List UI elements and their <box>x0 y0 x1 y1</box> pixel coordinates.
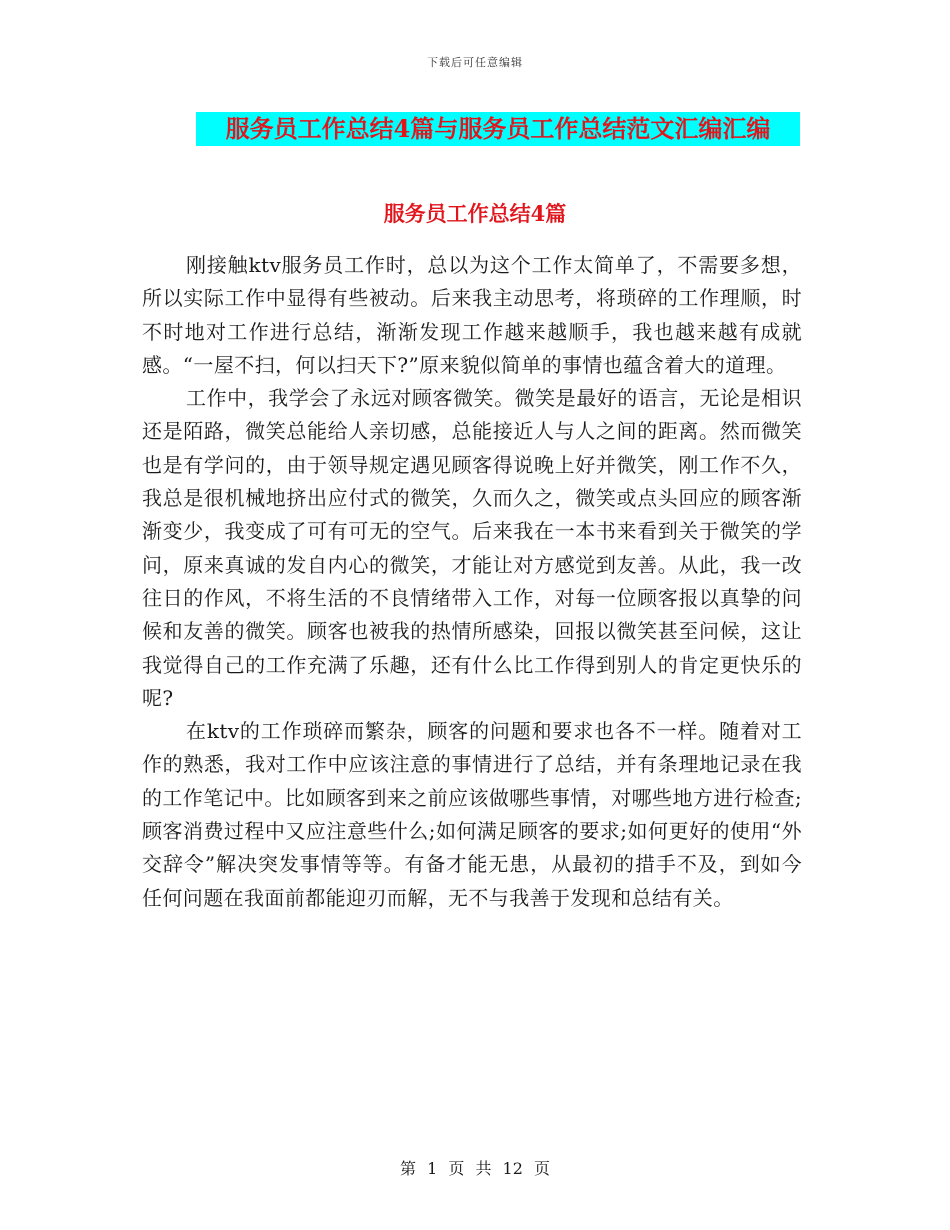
page-number-footer: 第 1 页 共 12 页 <box>400 1159 550 1178</box>
section-title: 服务员工作总结4篇 <box>383 201 567 226</box>
main-title: 服务员工作总结4篇与服务员工作总结范文汇编汇编 <box>225 114 771 143</box>
main-title-highlight <box>196 112 800 146</box>
paragraph: 工作中，我学会了永远对顾客微笑。微笑是最好的语言，无论是相识还是陌路，微笑总能给人亲切感，总能接近人与人之间的距离。然而微笑也是有学问的，由于领导规定遇见顾客得说晚上好并微笑，刚工作不久，我总是很机械地挤出应付式的微笑，久而久之，微笑或点头回应的顾客渐渐变少，我变成了可有可无的空气。后来我在一本书来看到关于微笑的学问，原来真诚的发自内心的微笑，才能让对方感觉到友善。从此，我一改往日的作风，不将生活的不良情绪带入工作，对每一位顾客报以真挚的问候和友善的微笑。顾客也被我的热情所感染，回报以微笑甚至问候，这让我觉得自己的工作充满了乐趣，还有什么比工作得到别人的肯定更快乐的呢? <box>142 386 802 710</box>
paragraph: 在ktv的工作琐碎而繁杂，顾客的问题和要求也各不一样。随着对工作的熟悉，我对工作中应该注意的事情进行了总结，并有条理地记录在我的工作笔记中。比如顾客到来之前应该做哪些事情，对哪些地方进行检查;顾客消费过程中又应注意些什么;如何满足顾客的要求;如何更好的使用“外交辞令”解决突发事情等等。有备才能无患，从最初的措手不及，到如今任何问题在我面前都能迎刃而解，无不与我善于发现和总结有关。 <box>142 719 802 910</box>
paragraph: 刚接触ktv服务员工作时，总以为这个工作太简单了，不需要多想，所以实际工作中显得有些被动。后来我主动思考，将琐碎的工作理顺，时不时地对工作进行总结，渐渐发现工作越来越顺手，我也越来越有成就感。“一屋不扫，何以扫天下?”原来貌似简单的事情也蕴含着大的道理。 <box>142 253 802 377</box>
body-text <box>142 249 802 915</box>
header-note: 下载后可任意编辑 <box>427 56 523 69</box>
